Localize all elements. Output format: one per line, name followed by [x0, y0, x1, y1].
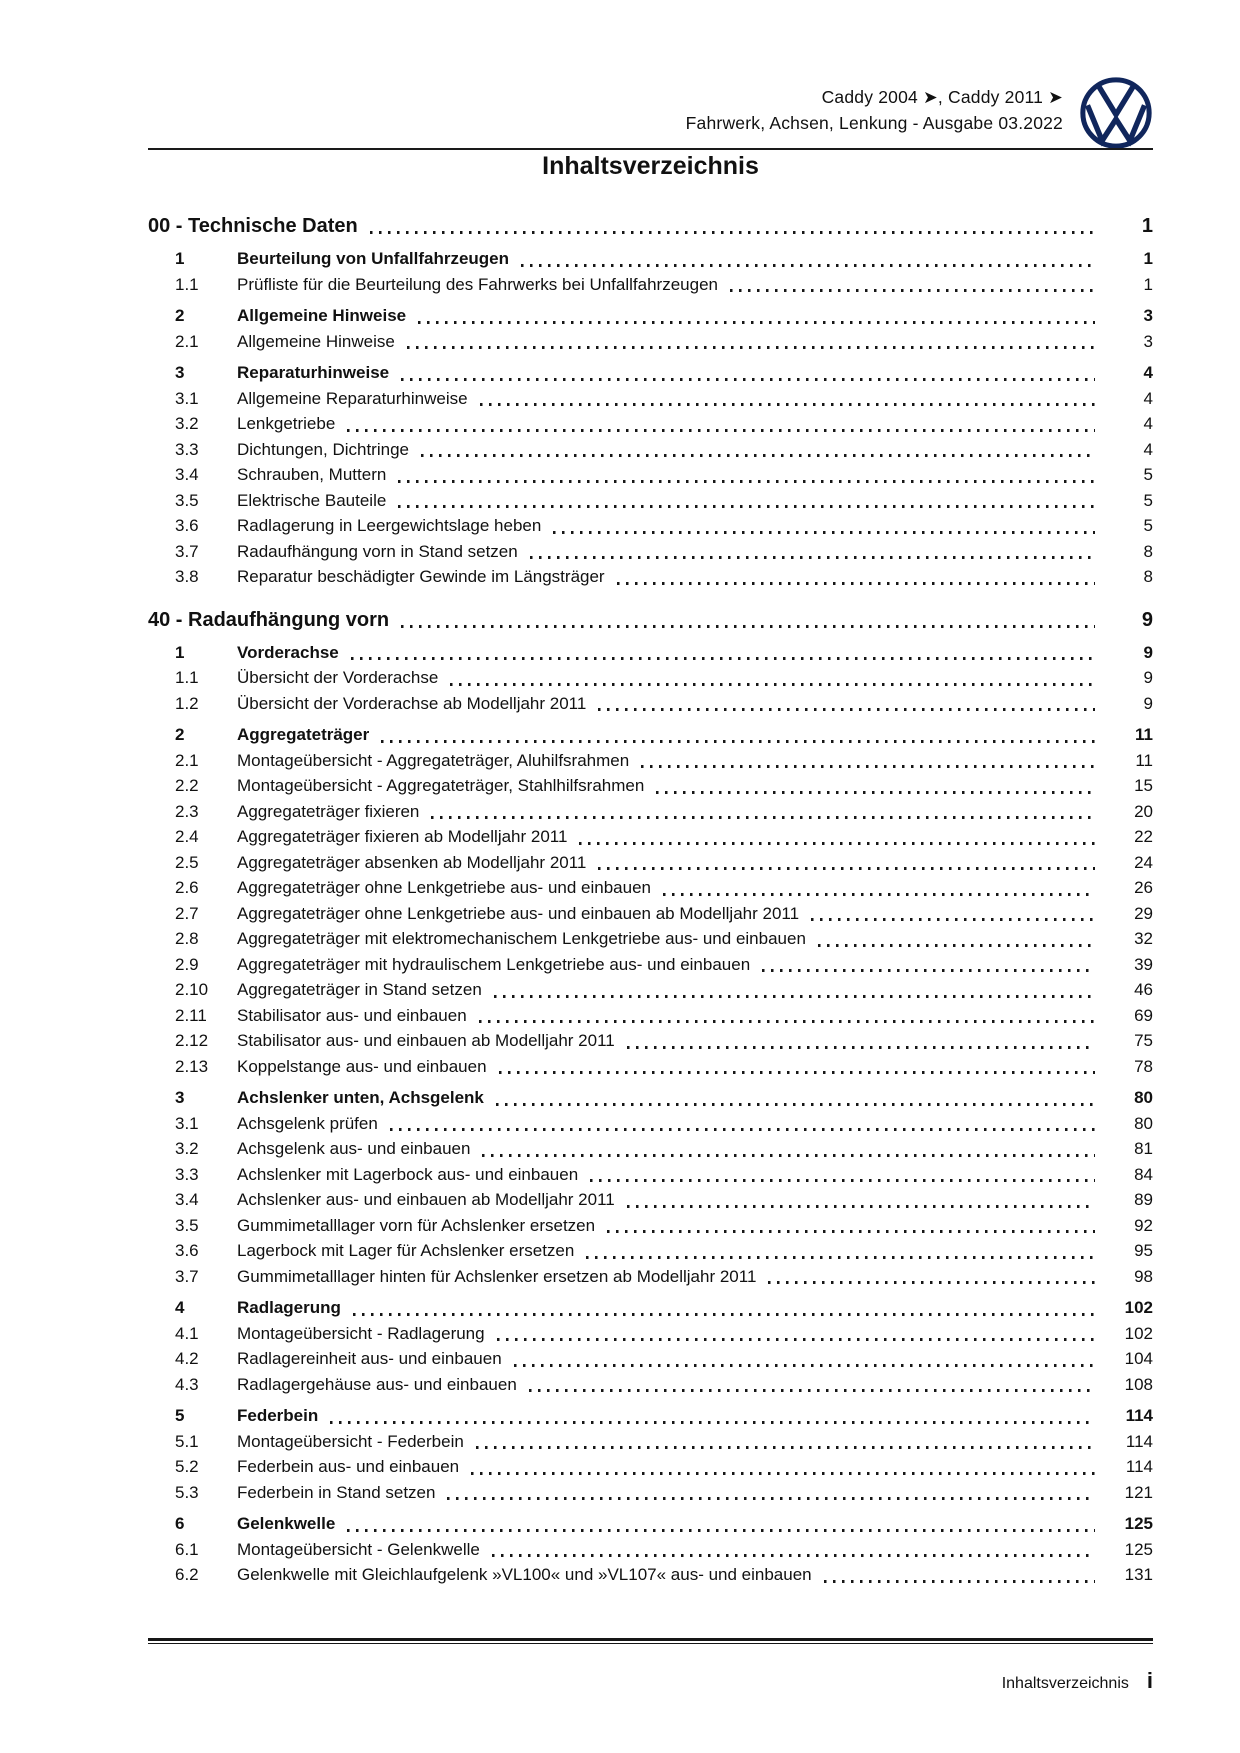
toc-entry: [148, 640, 1153, 666]
toc-entry-number: 3.2: [175, 1139, 199, 1158]
toc-entry-number: 2: [175, 306, 185, 325]
toc-entry-number: 3.6: [175, 1241, 199, 1260]
toc-entry-page: 9: [1143, 668, 1153, 687]
toc-entry: [148, 1187, 1153, 1213]
toc-entry-title: Achslenker unten, Achsgelenk: [237, 1088, 484, 1107]
toc-entry-number: 4: [175, 1298, 185, 1317]
toc-entry-title: Prüfliste für die Beurteilung des Fahrwerks bei Unfallfahrzeugen: [237, 274, 718, 294]
toc-entry: [148, 1162, 1153, 1188]
toc-entry-title: Federbein in Stand setzen: [237, 1482, 436, 1502]
toc-entry-title: Vorderachse: [237, 642, 339, 662]
toc-entry-page: 11: [1135, 750, 1153, 770]
toc-entry-number: 3.3: [175, 439, 199, 459]
toc-entry-number: 3.4: [175, 1190, 199, 1209]
toc-entry-page: 102: [1124, 1323, 1153, 1343]
toc-entry-number: 2.13: [175, 1056, 209, 1076]
page-title: Inhaltsverzeichnis: [542, 152, 759, 180]
dot-leader: [401, 378, 1095, 381]
footer-label: Inhaltsverzeichnis: [1001, 1675, 1129, 1692]
toc-entry-page: 102: [1124, 1298, 1153, 1317]
toc-entry: [148, 488, 1153, 514]
toc-entry-title: Allgemeine Hinweise: [237, 306, 407, 325]
toc-entry: [148, 1085, 1153, 1111]
toc-entry: [148, 1511, 1153, 1537]
dot-leader: [617, 582, 1095, 585]
toc-entry-title: Reparatur beschädigter Gewinde im Längsträger: [237, 567, 605, 586]
toc-entry: [148, 411, 1153, 437]
toc-entry-number: 3.1: [175, 388, 199, 408]
toc-entry-number: 2.5: [175, 852, 199, 872]
toc-entry-number: 4.2: [175, 1349, 199, 1368]
toc-entry-number: 3.8: [175, 567, 199, 586]
toc-entry-number: 4.3: [175, 1374, 199, 1394]
toc-entry: [148, 462, 1153, 488]
toc-entry-number: 2: [175, 725, 185, 744]
dot-leader: [586, 1256, 1095, 1259]
toc-entry-title: Übersicht der Vorderachse: [237, 668, 439, 687]
toc-entry: [148, 901, 1153, 927]
toc-entry: [148, 1480, 1153, 1506]
toc-entry-page: 69: [1134, 1005, 1153, 1025]
toc-entry-number: 3: [175, 1088, 185, 1107]
dot-leader: [656, 791, 1095, 794]
toc-entry-page: 108: [1124, 1374, 1153, 1394]
toc-entry-number: 1.1: [175, 274, 199, 294]
toc-entry: [148, 1321, 1153, 1347]
toc-entry-title: Radlagereinheit aus- und einbauen: [237, 1349, 502, 1368]
dot-leader: [479, 1020, 1095, 1023]
dot-leader: [811, 918, 1095, 921]
toc-entry: [148, 875, 1153, 901]
toc-entry-number: 2.2: [175, 776, 199, 795]
toc-entry-page: 3: [1143, 331, 1153, 351]
toc-entry: [148, 513, 1153, 539]
toc-entry-page: 121: [1124, 1482, 1153, 1502]
dot-leader: [353, 1313, 1095, 1316]
toc-entry: [148, 1346, 1153, 1372]
dot-leader: [482, 1154, 1095, 1157]
document-header: [148, 76, 1153, 150]
toc-entry-title: Aggregateträger absenken ab Modelljahr 2011: [237, 852, 587, 872]
toc-entry-page: 20: [1134, 801, 1153, 821]
dot-leader: [598, 867, 1095, 870]
toc-entry-title: Gelenkwelle mit Gleichlaufgelenk »VL100« und »VL107« aus- und einbauen: [237, 1565, 812, 1584]
toc-entry-number: 2.4: [175, 827, 199, 846]
toc-entry: [148, 1136, 1153, 1162]
toc-entry-page: 1: [1143, 249, 1153, 268]
toc-entry-number: 1: [175, 642, 185, 662]
dot-leader: [347, 1529, 1095, 1532]
toc-entry-number: 4.1: [175, 1323, 199, 1343]
dot-leader: [730, 289, 1095, 292]
toc-entry-title: Lagerbock mit Lager für Achslenker ersetzen: [237, 1241, 575, 1260]
toc-entry-title: Aggregateträger ohne Lenkgetriebe aus- und einbauen: [237, 878, 651, 897]
dot-leader: [497, 1338, 1095, 1341]
toc-entry-page: 4: [1143, 439, 1153, 459]
toc-entry-page: 95: [1134, 1241, 1153, 1260]
toc-entry-page: 24: [1134, 852, 1153, 872]
toc-entry-page: 92: [1134, 1215, 1153, 1235]
toc-entry-page: 81: [1134, 1139, 1153, 1158]
toc-entry-title: Stabilisator aus- und einbauen: [237, 1005, 467, 1025]
toc-entry-number: 2.9: [175, 954, 199, 974]
toc-entry-number: 3.3: [175, 1164, 199, 1184]
toc-entry-title: Achslenker mit Lagerbock aus- und einbauen: [237, 1164, 579, 1184]
toc-entry-title: Federbein aus- und einbauen: [237, 1457, 460, 1476]
dot-leader: [762, 969, 1095, 972]
toc-entry: [148, 1264, 1153, 1290]
toc-entry-title: Gummimetalllager vorn für Achslenker ersetzen: [237, 1215, 596, 1235]
toc-entry-number: 2.8: [175, 929, 199, 948]
toc-entry-title: Aggregateträger fixieren: [237, 801, 420, 821]
toc-entry-page: 104: [1124, 1349, 1153, 1368]
dot-leader: [598, 708, 1095, 711]
toc-entry-page: 5: [1143, 490, 1153, 510]
toc-entry-page: 114: [1125, 1431, 1153, 1451]
toc-entry: [148, 665, 1153, 691]
dot-leader: [401, 625, 1095, 628]
dot-leader: [824, 1580, 1095, 1583]
toc-entry-number: 3.5: [175, 1215, 199, 1235]
document-footer: [148, 1668, 1153, 1694]
toc-entry-number: 1.2: [175, 693, 199, 713]
dot-leader: [530, 556, 1095, 559]
toc-entry-number: 2.11: [175, 1005, 207, 1025]
dot-leader: [607, 1230, 1095, 1233]
toc-entry-page: 39: [1134, 954, 1153, 974]
toc-entry: [148, 1054, 1153, 1080]
toc-entry-title: Radlagerung: [237, 1298, 341, 1317]
dot-leader: [398, 480, 1095, 483]
toc-entry: [148, 1403, 1153, 1429]
toc-entry-title: Schrauben, Muttern: [237, 465, 387, 484]
toc-entry-number: 2.12: [175, 1031, 209, 1050]
toc-entry: [148, 386, 1153, 412]
toc-entry: [148, 722, 1153, 748]
toc-entry-title: Beurteilung von Unfallfahrzeugen: [237, 249, 510, 268]
dot-leader: [496, 1103, 1095, 1106]
toc-entry-page: 4: [1143, 388, 1153, 408]
document-header-text: [686, 76, 1063, 136]
toc-entry-number: 5.2: [175, 1457, 199, 1476]
toc-entry-page: 114: [1125, 1457, 1153, 1476]
dot-leader: [351, 657, 1095, 660]
toc-entry-page: 84: [1134, 1164, 1153, 1184]
footer-rule: [148, 1638, 1153, 1644]
toc-entry: [148, 272, 1153, 298]
toc-entry-number: 3.4: [175, 465, 199, 484]
toc-entry: [148, 1111, 1153, 1137]
toc-entry-title: Aggregateträger ohne Lenkgetriebe aus- und einbauen ab Modelljahr 2011: [237, 903, 800, 923]
toc-entry-title: Montageübersicht - Radlagerung: [237, 1323, 485, 1343]
toc-section-header: [148, 606, 1153, 634]
toc-entry-title: Achsgelenk prüfen: [237, 1113, 378, 1133]
toc-entry-number: 2.6: [175, 878, 199, 897]
dot-leader: [407, 346, 1095, 349]
toc-entry-title: Dichtungen, Dichtringe: [237, 439, 409, 459]
toc-entry-page: 125: [1124, 1514, 1153, 1533]
model-line: Caddy 2004 ➤, Caddy 2011 ➤: [821, 87, 1063, 107]
toc-entry-title: Montageübersicht - Aggregateträger, Aluhilfsrahmen: [237, 750, 630, 770]
dot-leader: [627, 1205, 1095, 1208]
toc-entry: [148, 1372, 1153, 1398]
toc-entry: [148, 799, 1153, 825]
toc-entry-number: 6.1: [175, 1539, 199, 1559]
toc-entry: [148, 1028, 1153, 1054]
dot-leader: [450, 683, 1095, 686]
toc-entry-page: 98: [1134, 1266, 1153, 1286]
dot-leader: [768, 1281, 1095, 1284]
dot-leader: [627, 1046, 1095, 1049]
toc-entry-page: 80: [1134, 1113, 1153, 1133]
toc-entry-title: Montageübersicht - Gelenkwelle: [237, 1539, 480, 1559]
toc-entry-title: Aggregateträger in Stand setzen: [237, 980, 482, 999]
toc-entry-page: 9: [1143, 642, 1153, 662]
dot-leader: [347, 429, 1095, 432]
toc-entry-page: 114: [1125, 1406, 1153, 1425]
toc-entry-title: Federbein: [237, 1406, 319, 1425]
toc-entry-number: 1: [175, 249, 185, 268]
toc-entry-number: 5: [175, 1406, 185, 1425]
toc-entry-number: 3.5: [175, 490, 199, 510]
toc-entry-page: 15: [1134, 776, 1153, 795]
toc-entry: [148, 1454, 1153, 1480]
dot-leader: [370, 231, 1095, 234]
dot-leader: [818, 944, 1095, 947]
toc-entry-number: 3.7: [175, 1266, 199, 1286]
dot-leader: [447, 1497, 1095, 1500]
toc-entry-title: Stabilisator aus- und einbauen ab Modelljahr 2011: [237, 1031, 615, 1050]
toc-entry: [148, 246, 1153, 272]
toc-entry-title: Koppelstange aus- und einbauen: [237, 1056, 487, 1076]
dot-leader: [494, 995, 1095, 998]
dot-leader: [471, 1472, 1095, 1475]
toc-entry-number: 3: [175, 363, 185, 382]
toc-entry-page: 8: [1143, 541, 1153, 561]
toc-entry-page: 26: [1134, 878, 1153, 897]
toc-entry-title: Radlagerung in Leergewichtslage heben: [237, 516, 542, 535]
toc-entry: [148, 691, 1153, 717]
toc-entry-page: 5: [1143, 465, 1153, 484]
subject-line: Fahrwerk, Achsen, Lenkung - Ausgabe 03.2022: [685, 113, 1063, 133]
toc-entry-title: Reparaturhinweise: [237, 363, 390, 382]
toc-entry-page: 8: [1143, 567, 1153, 586]
dot-leader: [590, 1179, 1095, 1182]
toc-entry-number: 2.1: [175, 750, 199, 770]
toc-entry-number: 5.1: [175, 1431, 199, 1451]
dot-leader: [431, 816, 1095, 819]
header-rule: [148, 148, 1153, 150]
toc-entry-page: 131: [1124, 1565, 1153, 1584]
toc-entry-page: 80: [1134, 1088, 1153, 1107]
toc-entry-title: Gummimetalllager hinten für Achslenker ersetzen ab Modelljahr 2011: [237, 1266, 757, 1286]
toc-entry-number: 6.2: [175, 1565, 199, 1584]
toc-entry-title: Achsgelenk aus- und einbauen: [237, 1139, 471, 1158]
toc-section-header: [148, 212, 1153, 240]
toc-entry-number: 2.1: [175, 331, 199, 351]
toc-entry: [148, 303, 1153, 329]
toc-entry-title: Radlagergehäuse aus- und einbauen: [237, 1374, 517, 1394]
toc-entry-page: 5: [1143, 516, 1153, 535]
section-title: 40 - Radaufhängung vorn: [148, 608, 390, 631]
dot-leader: [529, 1389, 1095, 1392]
toc-entry-title: Gelenkwelle: [237, 1514, 336, 1533]
toc-entry: [148, 437, 1153, 463]
toc-entry-number: 2.3: [175, 801, 199, 821]
toc-entry-page: 4: [1143, 414, 1153, 433]
section-title: 00 - Technische Daten: [148, 215, 358, 237]
dot-leader: [499, 1071, 1095, 1074]
toc-entry: [148, 1295, 1153, 1321]
toc-entry-page: 32: [1134, 929, 1153, 948]
toc-entry-title: Montageübersicht - Federbein: [237, 1431, 464, 1451]
footer-page-number: i: [1146, 1668, 1153, 1693]
toc-entry-page: 22: [1134, 827, 1153, 846]
toc-entry-page: 9: [1143, 693, 1153, 713]
toc-entry: [148, 329, 1153, 355]
toc-section: [148, 212, 1153, 590]
dot-leader: [521, 264, 1095, 267]
toc-entry: [148, 1003, 1153, 1029]
dot-leader: [553, 531, 1095, 534]
toc-entry-page: 11: [1135, 725, 1153, 744]
toc-entry: [148, 748, 1153, 774]
toc-entry-title: Übersicht der Vorderachse ab Modelljahr 2011: [237, 693, 587, 713]
toc-entry: [148, 850, 1153, 876]
toc-entry-page: 3: [1143, 306, 1153, 325]
dot-leader: [480, 403, 1095, 406]
toc-entry-number: 2.10: [175, 980, 209, 999]
toc-entry: [148, 977, 1153, 1003]
toc-entry: [148, 1429, 1153, 1455]
toc-entry: [148, 1537, 1153, 1563]
dot-leader: [476, 1446, 1095, 1449]
toc-entry-page: 1: [1143, 274, 1153, 294]
section-page-number: 9: [1141, 608, 1153, 631]
toc-entry-title: Allgemeine Hinweise: [237, 331, 395, 351]
toc-entry-title: Aggregateträger: [237, 725, 370, 744]
dot-leader: [492, 1554, 1095, 1557]
dot-leader: [514, 1364, 1095, 1367]
toc-entry: [148, 773, 1153, 799]
dot-leader: [381, 740, 1095, 743]
toc-entry-number: 5.3: [175, 1482, 199, 1502]
toc-entry-page: 78: [1134, 1056, 1153, 1076]
toc-entry-page: 46: [1134, 980, 1153, 999]
toc-entry-title: Lenkgetriebe: [237, 414, 336, 433]
toc-section: [148, 606, 1153, 1588]
dot-leader: [663, 893, 1095, 896]
toc-entry-title: Aggregateträger mit hydraulischem Lenkgetriebe aus- und einbauen: [237, 954, 751, 974]
toc-entry-page: 75: [1134, 1031, 1153, 1050]
toc-entry-title: Montageübersicht - Aggregateträger, Stahlhilfsrahmen: [237, 776, 645, 795]
toc-entry: [148, 1562, 1153, 1588]
toc-entry-page: 4: [1143, 363, 1153, 382]
dot-leader: [418, 321, 1095, 324]
toc-entry-title: Radaufhängung vorn in Stand setzen: [237, 541, 518, 561]
toc-entry-page: 89: [1134, 1190, 1153, 1209]
toc-entry: [148, 539, 1153, 565]
toc-entry-number: 3.6: [175, 516, 199, 535]
toc-entry: [148, 564, 1153, 590]
toc-entry-title: Elektrische Bauteile: [237, 490, 387, 510]
toc-entry-title: Allgemeine Reparaturhinweise: [237, 388, 468, 408]
toc-entry-title: Aggregateträger mit elektromechanischem Lenkgetriebe aus- und einbauen: [237, 929, 806, 948]
dot-leader: [579, 842, 1095, 845]
toc-entry: [148, 824, 1153, 850]
toc-entry-number: 2.7: [175, 903, 199, 923]
toc-entry-page: 125: [1124, 1539, 1153, 1559]
dot-leader: [421, 454, 1095, 457]
dot-leader: [330, 1421, 1095, 1424]
toc-entry-number: 6: [175, 1514, 185, 1533]
toc-entry-number: 1.1: [175, 668, 199, 687]
toc-entry: [148, 1238, 1153, 1264]
dot-leader: [390, 1128, 1095, 1131]
dot-leader: [398, 505, 1095, 508]
toc-entry: [148, 1213, 1153, 1239]
toc-entry-number: 3.7: [175, 541, 199, 561]
toc-entry: [148, 360, 1153, 386]
toc-entry-number: 3.2: [175, 414, 199, 433]
toc-entry: [148, 926, 1153, 952]
toc-entry-number: 3.1: [175, 1113, 199, 1133]
dot-leader: [641, 765, 1095, 768]
toc-entry-title: Aggregateträger fixieren ab Modelljahr 2011: [237, 827, 568, 846]
table-of-contents: [148, 196, 1153, 1588]
toc-entry: [148, 952, 1153, 978]
section-page-number: 1: [1141, 215, 1153, 237]
vw-logo: [1079, 76, 1153, 150]
toc-entry-page: 29: [1134, 903, 1153, 923]
toc-entry-title: Achslenker aus- und einbauen ab Modelljahr 2011: [237, 1190, 615, 1209]
